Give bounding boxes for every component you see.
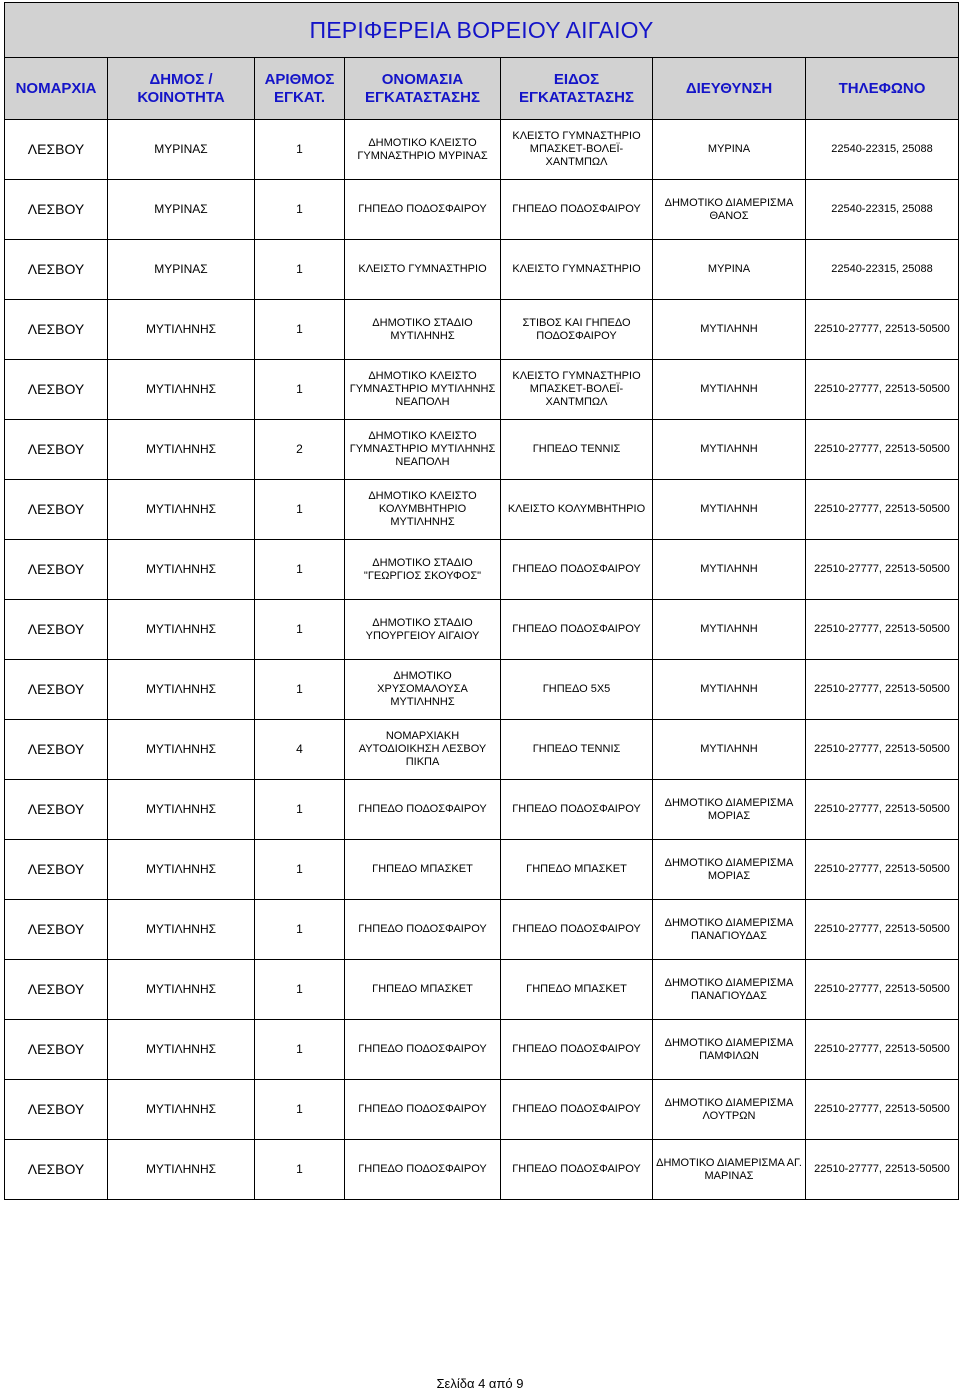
cell-tilefono: 22510-27777, 22513-50500 — [806, 780, 959, 840]
cell-eidos: ΚΛΕΙΣΤΟ ΚΟΛΥΜΒΗΤΗΡΙΟ — [501, 480, 653, 540]
cell-num: 1 — [255, 1140, 345, 1200]
cell-dieuthinsi: ΜΥΤΙΛΗΝΗ — [653, 720, 806, 780]
cell-tilefono: 22510-27777, 22513-50500 — [806, 1080, 959, 1140]
cell-tilefono: 22540-22315, 25088 — [806, 240, 959, 300]
cell-dimos: ΜΥΤΙΛΗΝΗΣ — [108, 780, 255, 840]
cell-onomasia: ΝΟΜΑΡΧΙΑΚΗ ΑΥΤΟΔΙΟΙΚΗΣΗ ΛΕΣΒΟΥ ΠΙΚΠΑ — [345, 720, 501, 780]
cell-onomasia: ΓΗΠΕΔΟ ΠΟΔΟΣΦΑΙΡΟΥ — [345, 1020, 501, 1080]
cell-dieuthinsi: ΔΗΜΟΤΙΚΟ ΔΙΑΜΕΡΙΣΜΑ ΠΑΜΦΙΛΩΝ — [653, 1020, 806, 1080]
cell-dieuthinsi: ΜΥΤΙΛΗΝΗ — [653, 600, 806, 660]
cell-dimos: ΜΥΤΙΛΗΝΗΣ — [108, 540, 255, 600]
cell-onomasia: ΔΗΜΟΤΙΚΟ ΚΛΕΙΣΤΟ ΚΟΛΥΜΒΗΤΗΡΙΟ ΜΥΤΙΛΗΝΗΣ — [345, 480, 501, 540]
cell-dimos: ΜΥΤΙΛΗΝΗΣ — [108, 1140, 255, 1200]
cell-onomasia: ΔΗΜΟΤΙΚΟ ΣΤΑΔΙΟ "ΓΕΩΡΓΙΟΣ ΣΚΟΥΦΟΣ" — [345, 540, 501, 600]
cell-num: 1 — [255, 780, 345, 840]
table-row — [5, 540, 959, 600]
column-header-arithmos: ΑΡΙΘΜΟΣ ΕΓΚΑΤ. — [255, 58, 345, 120]
cell-num: 1 — [255, 120, 345, 180]
cell-onomasia: ΔΗΜΟΤΙΚΟ ΣΤΑΔΙΟ ΜΥΤΙΛΗΝΗΣ — [345, 300, 501, 360]
cell-eidos: ΣΤΙΒΟΣ ΚΑΙ ΓΗΠΕΔΟ ΠΟΔΟΣΦΑΙΡΟΥ — [501, 300, 653, 360]
cell-dieuthinsi: ΜΥΡΙΝΑ — [653, 240, 806, 300]
cell-num: 1 — [255, 240, 345, 300]
cell-nomos: ΛΕΣΒΟΥ — [5, 180, 108, 240]
cell-nomos: ΛΕΣΒΟΥ — [5, 840, 108, 900]
cell-eidos: ΓΗΠΕΔΟ ΠΟΔΟΣΦΑΙΡΟΥ — [501, 600, 653, 660]
cell-dimos: ΜΥΤΙΛΗΝΗΣ — [108, 1080, 255, 1140]
table-row — [5, 360, 959, 420]
cell-dieuthinsi: ΔΗΜΟΤΙΚΟ ΔΙΑΜΕΡΙΣΜΑ ΑΓ. ΜΑΡΙΝΑΣ — [653, 1140, 806, 1200]
column-header-tilefono: ΤΗΛΕΦΩΝΟ — [806, 58, 959, 120]
cell-onomasia: ΓΗΠΕΔΟ ΠΟΔΟΣΦΑΙΡΟΥ — [345, 1080, 501, 1140]
cell-eidos: ΓΗΠΕΔΟ 5Χ5 — [501, 660, 653, 720]
cell-eidos: ΓΗΠΕΔΟ ΠΟΔΟΣΦΑΙΡΟΥ — [501, 540, 653, 600]
table-row — [5, 1140, 959, 1200]
cell-dimos: ΜΥΤΙΛΗΝΗΣ — [108, 300, 255, 360]
cell-onomasia: ΔΗΜΟΤΙΚΟ ΚΛΕΙΣΤΟ ΓΥΜΝΑΣΤΗΡΙΟ ΜΥΡΙΝΑΣ — [345, 120, 501, 180]
cell-dieuthinsi: ΔΗΜΟΤΙΚΟ ΔΙΑΜΕΡΙΣΜΑ ΠΑΝΑΓΙΟΥΔΑΣ — [653, 960, 806, 1020]
cell-tilefono: 22510-27777, 22513-50500 — [806, 420, 959, 480]
cell-dieuthinsi: ΜΥΡΙΝΑ — [653, 120, 806, 180]
cell-nomos: ΛΕΣΒΟΥ — [5, 660, 108, 720]
cell-eidos: ΓΗΠΕΔΟ ΤΕΝΝΙΣ — [501, 720, 653, 780]
cell-dieuthinsi: ΔΗΜΟΤΙΚΟ ΔΙΑΜΕΡΙΣΜΑ ΛΟΥΤΡΩΝ — [653, 1080, 806, 1140]
column-header-nomarchia: ΝΟΜΑΡΧΙΑ — [5, 58, 108, 120]
cell-tilefono: 22510-27777, 22513-50500 — [806, 960, 959, 1020]
cell-num: 1 — [255, 180, 345, 240]
table-row — [5, 900, 959, 960]
table-body — [5, 120, 959, 1200]
cell-eidos: ΓΗΠΕΔΟ ΠΟΔΟΣΦΑΙΡΟΥ — [501, 900, 653, 960]
cell-eidos: ΓΗΠΕΔΟ ΜΠΑΣΚΕΤ — [501, 960, 653, 1020]
cell-eidos: ΓΗΠΕΔΟ ΜΠΑΣΚΕΤ — [501, 840, 653, 900]
cell-tilefono: 22510-27777, 22513-50500 — [806, 1140, 959, 1200]
cell-dimos: ΜΥΤΙΛΗΝΗΣ — [108, 1020, 255, 1080]
cell-tilefono: 22510-27777, 22513-50500 — [806, 540, 959, 600]
cell-dimos: ΜΥΡΙΝΑΣ — [108, 240, 255, 300]
cell-tilefono: 22510-27777, 22513-50500 — [806, 720, 959, 780]
cell-tilefono: 22510-27777, 22513-50500 — [806, 1020, 959, 1080]
cell-tilefono: 22510-27777, 22513-50500 — [806, 840, 959, 900]
table-row — [5, 1020, 959, 1080]
cell-dieuthinsi: ΔΗΜΟΤΙΚΟ ΔΙΑΜΕΡΙΣΜΑ ΘΑΝΟΣ — [653, 180, 806, 240]
cell-num: 1 — [255, 900, 345, 960]
cell-eidos: ΓΗΠΕΔΟ ΤΕΝΝΙΣ — [501, 420, 653, 480]
cell-dimos: ΜΥΤΙΛΗΝΗΣ — [108, 360, 255, 420]
cell-nomos: ΛΕΣΒΟΥ — [5, 120, 108, 180]
page-title: ΠΕΡΙΦΕΡΕΙΑ ΒΟΡΕΙΟΥ ΑΙΓΑΙΟΥ — [5, 3, 959, 58]
cell-dieuthinsi: ΔΗΜΟΤΙΚΟ ΔΙΑΜΕΡΙΣΜΑ ΠΑΝΑΓΙΟΥΔΑΣ — [653, 900, 806, 960]
cell-onomasia: ΓΗΠΕΔΟ ΜΠΑΣΚΕΤ — [345, 840, 501, 900]
cell-nomos: ΛΕΣΒΟΥ — [5, 480, 108, 540]
cell-nomos: ΛΕΣΒΟΥ — [5, 420, 108, 480]
column-header-eidos: ΕΙΔΟΣ ΕΓΚΑΤΑΣΤΑΣΗΣ — [501, 58, 653, 120]
table-row — [5, 960, 959, 1020]
cell-dimos: ΜΥΤΙΛΗΝΗΣ — [108, 600, 255, 660]
cell-nomos: ΛΕΣΒΟΥ — [5, 1020, 108, 1080]
table-row — [5, 840, 959, 900]
cell-eidos: ΓΗΠΕΔΟ ΠΟΔΟΣΦΑΙΡΟΥ — [501, 1140, 653, 1200]
cell-dimos: ΜΥΤΙΛΗΝΗΣ — [108, 900, 255, 960]
cell-tilefono: 22540-22315, 25088 — [806, 180, 959, 240]
cell-eidos: ΚΛΕΙΣΤΟ ΓΥΜΝΑΣΤΗΡΙΟ ΜΠΑΣΚΕΤ-ΒΟΛΕΪ-ΧΑΝΤΜΠΩΛ — [501, 360, 653, 420]
table-row — [5, 660, 959, 720]
cell-nomos: ΛΕΣΒΟΥ — [5, 600, 108, 660]
cell-eidos: ΓΗΠΕΔΟ ΠΟΔΟΣΦΑΙΡΟΥ — [501, 1020, 653, 1080]
cell-num: 1 — [255, 360, 345, 420]
cell-dieuthinsi: ΜΥΤΙΛΗΝΗ — [653, 360, 806, 420]
cell-nomos: ΛΕΣΒΟΥ — [5, 540, 108, 600]
table-row — [5, 480, 959, 540]
table-row — [5, 720, 959, 780]
cell-onomasia: ΓΗΠΕΔΟ ΠΟΔΟΣΦΑΙΡΟΥ — [345, 180, 501, 240]
table-row — [5, 300, 959, 360]
cell-onomasia: ΔΗΜΟΤΙΚΟ ΧΡΥΣΟΜΑΛΟΥΣΑ ΜΥΤΙΛΗΝΗΣ — [345, 660, 501, 720]
cell-tilefono: 22540-22315, 25088 — [806, 120, 959, 180]
cell-nomos: ΛΕΣΒΟΥ — [5, 780, 108, 840]
cell-onomasia: ΓΗΠΕΔΟ ΠΟΔΟΣΦΑΙΡΟΥ — [345, 780, 501, 840]
cell-num: 1 — [255, 840, 345, 900]
cell-onomasia: ΔΗΜΟΤΙΚΟ ΚΛΕΙΣΤΟ ΓΥΜΝΑΣΤΗΡΙΟ ΜΥΤΙΛΗΝΗΣ ΝΕΑΠΟΛΗ — [345, 420, 501, 480]
cell-onomasia: ΔΗΜΟΤΙΚΟ ΣΤΑΔΙΟ ΥΠΟΥΡΓΕΙΟΥ ΑΙΓΑΙΟΥ — [345, 600, 501, 660]
table-row — [5, 1080, 959, 1140]
cell-dimos: ΜΥΤΙΛΗΝΗΣ — [108, 420, 255, 480]
cell-num: 1 — [255, 960, 345, 1020]
cell-nomos: ΛΕΣΒΟΥ — [5, 360, 108, 420]
cell-nomos: ΛΕΣΒΟΥ — [5, 240, 108, 300]
facilities-table — [4, 2, 959, 1200]
cell-dimos: ΜΥΡΙΝΑΣ — [108, 180, 255, 240]
cell-dimos: ΜΥΤΙΛΗΝΗΣ — [108, 660, 255, 720]
cell-tilefono: 22510-27777, 22513-50500 — [806, 900, 959, 960]
cell-nomos: ΛΕΣΒΟΥ — [5, 1080, 108, 1140]
cell-num: 2 — [255, 420, 345, 480]
cell-dimos: ΜΥΤΙΛΗΝΗΣ — [108, 720, 255, 780]
cell-num: 1 — [255, 1020, 345, 1080]
cell-num: 1 — [255, 480, 345, 540]
cell-dimos: ΜΥΤΙΛΗΝΗΣ — [108, 480, 255, 540]
cell-eidos: ΚΛΕΙΣΤΟ ΓΥΜΝΑΣΤΗΡΙΟ ΜΠΑΣΚΕΤ-ΒΟΛΕΪ-ΧΑΝΤΜΠΩΛ — [501, 120, 653, 180]
cell-dieuthinsi: ΜΥΤΙΛΗΝΗ — [653, 660, 806, 720]
cell-onomasia: ΓΗΠΕΔΟ ΠΟΔΟΣΦΑΙΡΟΥ — [345, 1140, 501, 1200]
cell-dieuthinsi: ΜΥΤΙΛΗΝΗ — [653, 420, 806, 480]
cell-nomos: ΛΕΣΒΟΥ — [5, 900, 108, 960]
cell-nomos: ΛΕΣΒΟΥ — [5, 1140, 108, 1200]
cell-num: 1 — [255, 660, 345, 720]
table-row — [5, 420, 959, 480]
document-page — [4, 2, 958, 1200]
column-header-dimos: ΔΗΜΟΣ / ΚΟΙΝΟΤΗΤΑ — [108, 58, 255, 120]
cell-num: 1 — [255, 300, 345, 360]
cell-num: 1 — [255, 600, 345, 660]
cell-tilefono: 22510-27777, 22513-50500 — [806, 600, 959, 660]
cell-tilefono: 22510-27777, 22513-50500 — [806, 660, 959, 720]
cell-dimos: ΜΥΤΙΛΗΝΗΣ — [108, 840, 255, 900]
table-row — [5, 600, 959, 660]
cell-tilefono: 22510-27777, 22513-50500 — [806, 480, 959, 540]
cell-onomasia: ΓΗΠΕΔΟ ΠΟΔΟΣΦΑΙΡΟΥ — [345, 900, 501, 960]
cell-eidos: ΓΗΠΕΔΟ ΠΟΔΟΣΦΑΙΡΟΥ — [501, 180, 653, 240]
cell-onomasia: ΚΛΕΙΣΤΟ ΓΥΜΝΑΣΤΗΡΙΟ — [345, 240, 501, 300]
cell-dieuthinsi: ΜΥΤΙΛΗΝΗ — [653, 540, 806, 600]
cell-num: 4 — [255, 720, 345, 780]
table-row — [5, 780, 959, 840]
cell-dimos: ΜΥΡΙΝΑΣ — [108, 120, 255, 180]
cell-num: 1 — [255, 1080, 345, 1140]
cell-dieuthinsi: ΔΗΜΟΤΙΚΟ ΔΙΑΜΕΡΙΣΜΑ ΜΟΡΙΑΣ — [653, 840, 806, 900]
cell-nomos: ΛΕΣΒΟΥ — [5, 300, 108, 360]
cell-dieuthinsi: ΜΥΤΙΛΗΝΗ — [653, 480, 806, 540]
table-row — [5, 240, 959, 300]
page-footer: Σελίδα 4 από 9 — [436, 1376, 524, 1391]
cell-dieuthinsi: ΜΥΤΙΛΗΝΗ — [653, 300, 806, 360]
cell-eidos: ΚΛΕΙΣΤΟ ΓΥΜΝΑΣΤΗΡΙΟ — [501, 240, 653, 300]
cell-nomos: ΛΕΣΒΟΥ — [5, 720, 108, 780]
cell-tilefono: 22510-27777, 22513-50500 — [806, 360, 959, 420]
column-header-dieuthinsi: ΔΙΕΥΘΥΝΣΗ — [653, 58, 806, 120]
cell-onomasia: ΓΗΠΕΔΟ ΜΠΑΣΚΕΤ — [345, 960, 501, 1020]
cell-dimos: ΜΥΤΙΛΗΝΗΣ — [108, 960, 255, 1020]
cell-eidos: ΓΗΠΕΔΟ ΠΟΔΟΣΦΑΙΡΟΥ — [501, 780, 653, 840]
table-row — [5, 180, 959, 240]
cell-nomos: ΛΕΣΒΟΥ — [5, 960, 108, 1020]
cell-dieuthinsi: ΔΗΜΟΤΙΚΟ ΔΙΑΜΕΡΙΣΜΑ ΜΟΡΙΑΣ — [653, 780, 806, 840]
cell-tilefono: 22510-27777, 22513-50500 — [806, 300, 959, 360]
column-header-onomasia: ΟΝΟΜΑΣΙΑ ΕΓΚΑΤΑΣΤΑΣΗΣ — [345, 58, 501, 120]
title-row — [5, 3, 959, 58]
cell-onomasia: ΔΗΜΟΤΙΚΟ ΚΛΕΙΣΤΟ ΓΥΜΝΑΣΤΗΡΙΟ ΜΥΤΙΛΗΝΗΣ ΝΕΑΠΟΛΗ — [345, 360, 501, 420]
table-row — [5, 120, 959, 180]
cell-eidos: ΓΗΠΕΔΟ ΠΟΔΟΣΦΑΙΡΟΥ — [501, 1080, 653, 1140]
header-row — [5, 58, 959, 120]
cell-num: 1 — [255, 540, 345, 600]
